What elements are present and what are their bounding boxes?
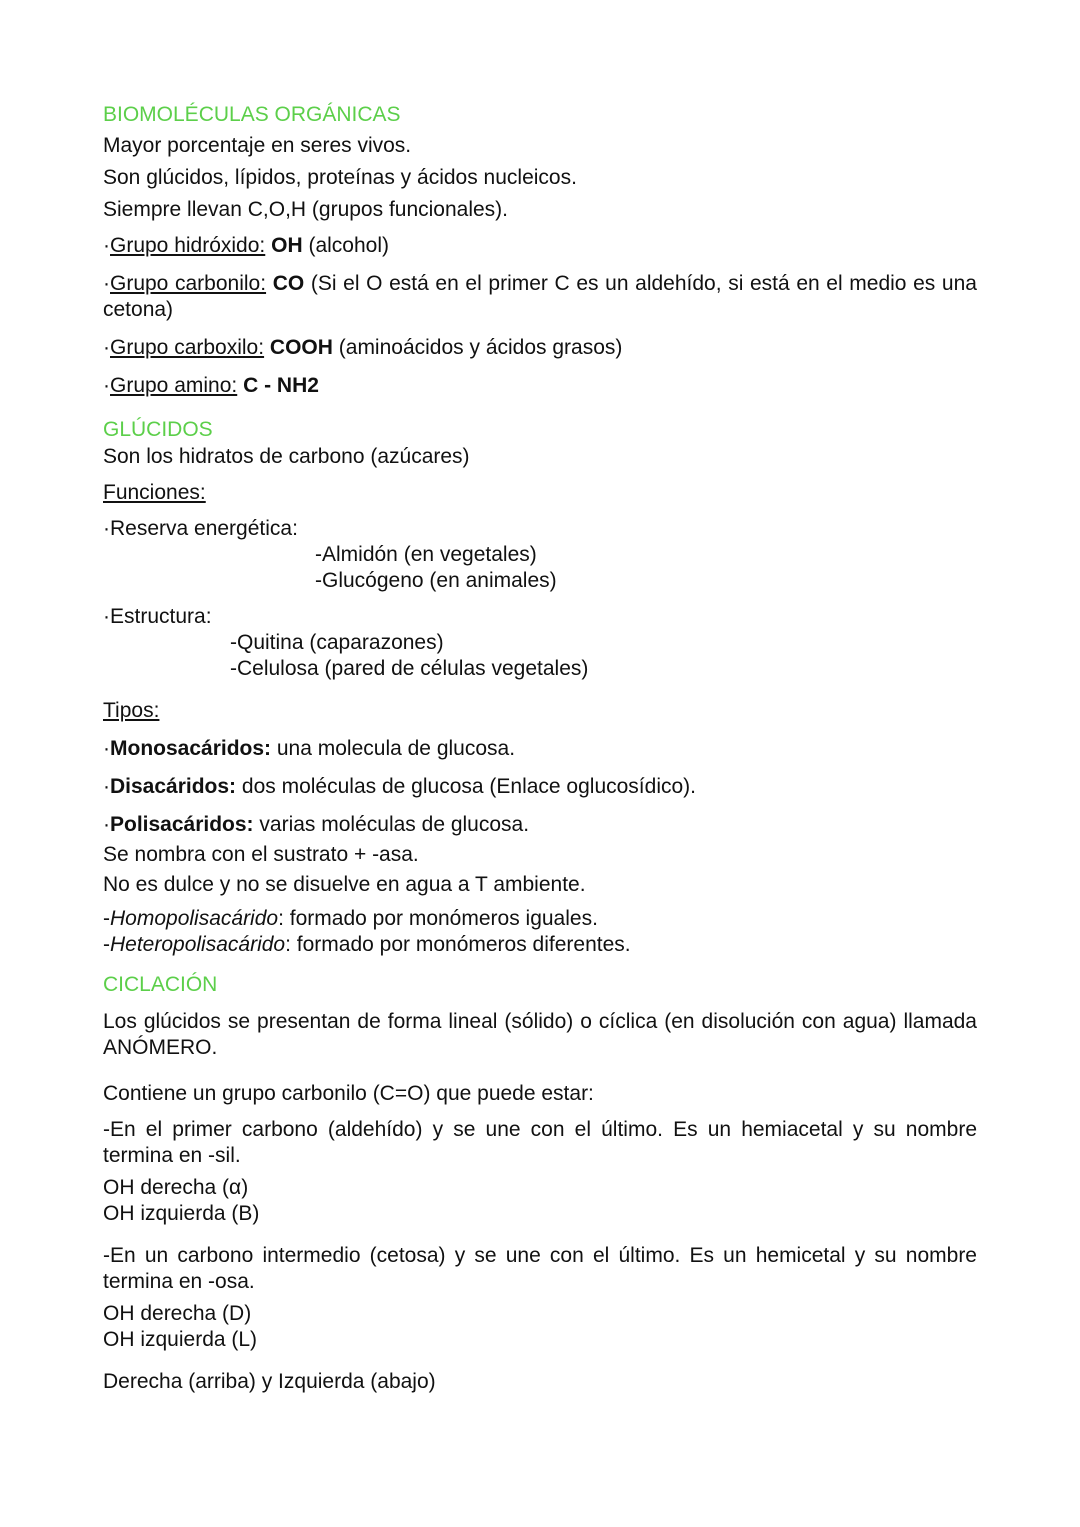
term-desc: : formado por monómeros diferentes. [285,933,631,956]
tipo-name: Monosacáridos: [110,737,272,760]
text-line: No es dulce y no se disuelve en agua a T ambiente. [103,873,586,896]
paragraph: Los glúcidos se presentan de forma lineal (sólido) o cíclica (en disolución con agua) llamada ANÓMERO. [103,1010,977,1059]
document-page [103,100,977,1395]
text-line: OH izquierda (L) [103,1328,258,1351]
group-label: Grupo amino: [110,374,238,397]
group-formula: COOH [269,336,333,359]
text-line: Mayor porcentaje en seres vivos. [103,134,412,157]
term: Heteropolisacárido [110,933,286,956]
group-formula: OH [271,234,303,257]
group-desc: (alcohol) [308,234,389,257]
tipos-label: Tipos: [103,699,160,722]
text-line: OH derecha (D) [103,1302,252,1325]
text-line: Se nombra con el sustrato + -asa. [103,843,419,866]
list-item: -Almidón (en vegetales) [315,543,537,566]
list-item: -Quitina (caparazones) [230,631,444,654]
term: Homopolisacárido [110,907,279,930]
group-label: Grupo carboxilo: [110,336,265,359]
list-item: -Glucógeno (en animales) [315,569,557,592]
group-carbonilo: ·Grupo carbonilo: CO (Si el O está en el primer C es un aldehído, si está en el medio es una cetona) [103,272,977,321]
paragraph: -En un carbono intermedio (cetosa) y se une con el último. Es un hemicetal y su nombre termina en -osa. [103,1244,977,1293]
paragraph: Contiene un grupo carbonilo (C=O) que puede estar: [103,1082,594,1105]
term-desc: : formado por monómeros iguales. [278,907,598,930]
section-title-glucidos: GLÚCIDOS [103,418,213,441]
group-formula: C - NH2 [243,374,319,397]
tipo-polisacaridos: ·Polisacáridos: varias moléculas de glucosa. [103,813,530,836]
group-amino: ·Grupo amino: C - NH2 [103,374,319,397]
tipo-disacaridos: ·Disacáridos: dos moléculas de glucosa (Enlace oglucosídico). [103,775,696,798]
reserva-label: ·Reserva energética: [103,517,298,540]
text-line: Derecha (arriba) y Izquierda (abajo) [103,1370,436,1393]
heteropolisacarido: -Heteropolisacárido: formado por monómeros diferentes. [103,933,631,956]
group-desc: (Si el O está en el primer C es un aldehído, si está en el medio es una cetona) [103,272,977,321]
tipo-desc: dos moléculas de glucosa (Enlace oglucosídico). [241,775,696,798]
group-label: Grupo carbonilo: [110,272,267,295]
group-carboxilo: ·Grupo carboxilo: COOH (aminoácidos y ácidos grasos) [103,336,623,359]
text-line: OH izquierda (B) [103,1202,260,1225]
funciones-label: Funciones: [103,481,206,504]
group-label: Grupo hidróxido: [110,234,266,257]
tipo-name: Polisacáridos: [110,813,254,836]
text-line: Son los hidratos de carbono (azúcares) [103,445,470,468]
homopolisacarido: -Homopolisacárido: formado por monómeros iguales. [103,907,598,930]
text-line: OH derecha (α) [103,1176,249,1199]
group-formula: CO [272,272,305,295]
section-title-biomoleculas: BIOMOLÉCULAS ORGÁNICAS [103,103,401,126]
section-title-ciclacion: CICLACIÓN [103,973,218,996]
group-desc: (aminoácidos y ácidos grasos) [338,336,623,359]
text-line: Siempre llevan C,O,H (grupos funcionales). [103,198,509,221]
list-item: -Celulosa (pared de células vegetales) [230,657,589,680]
estructura-label: ·Estructura: [103,605,212,628]
group-hidroxido: ·Grupo hidróxido: OH (alcohol) [103,234,389,257]
tipo-desc: varias moléculas de glucosa. [259,813,530,836]
paragraph: -En el primer carbono (aldehído) y se une con el último. Es un hemiacetal y su nombre termina en -sil. [103,1118,977,1167]
tipo-name: Disacáridos: [110,775,237,798]
tipo-monosacaridos: ·Monosacáridos: una molecula de glucosa. [103,737,516,760]
text-line: Son glúcidos, lípidos, proteínas y ácidos nucleicos. [103,166,577,189]
tipo-desc: una molecula de glucosa. [276,737,516,760]
